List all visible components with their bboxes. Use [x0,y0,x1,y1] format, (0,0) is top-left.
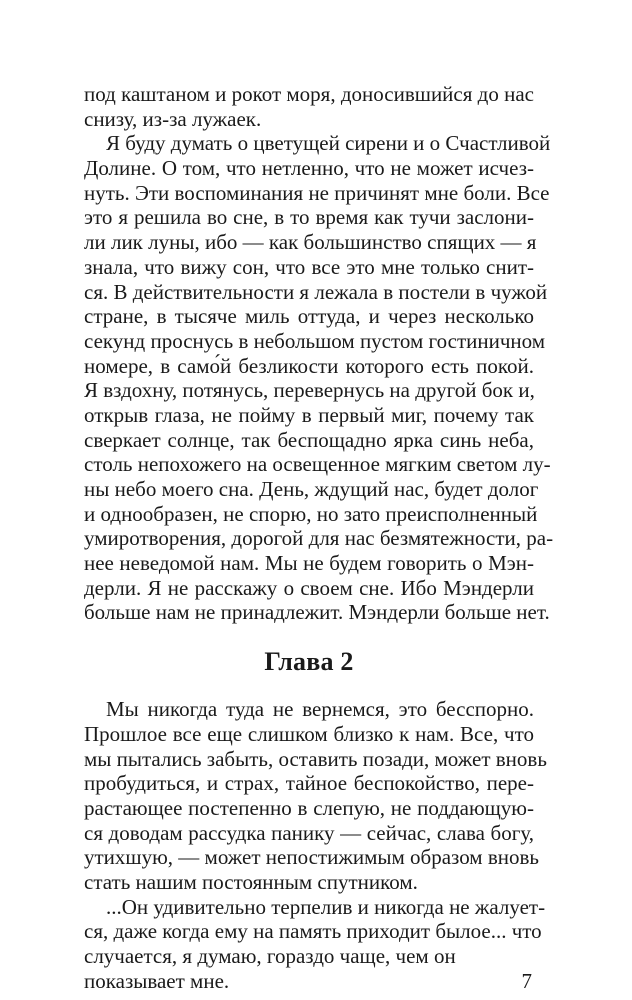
text-line: снизу, из-за лужаек. [84,106,262,131]
text-line: ся доводам рассудка панику — сейчас, слава богу, [84,820,534,845]
text-line: ся, даже когда ему на память приходит былое... что [84,919,542,944]
text-line: ся. В действительности я лежала в постели в чужой [84,279,548,304]
text-line: ны небо моего сна. День, ждущий нас, будет долог [84,477,539,501]
text-line: столь непохожего на освещенное мягким светом лу- [84,452,551,477]
page-number: 7 [521,968,532,993]
text-line: нуть. Эти воспоминания не причинят мне боли. Все [84,180,550,205]
text-line: мы пытались забыть, оставить позади, может вновь [84,746,547,771]
text-line: дерли. Я не расскажу о своем сне. Ибо Мэндерли [84,575,534,600]
text-line: Прошлое все еще слишком близко к нам. Все, что [84,721,534,746]
final-line-row [84,969,534,994]
text-line: сверкает солнце, так беспощадно ярка синь неба, [84,427,534,452]
text-line: Я вздохну, потянусь, перевернусь на другой бок и, [84,378,535,403]
text-line: больше нам не принадлежит. Мэндерли больше нет. [84,600,550,625]
text-line: номере, в само́й безликости которого есть покой. [84,353,534,378]
text-line: ...Он удивительно терпелив и никогда не жалует- [106,894,546,919]
text-line: это я решила во сне, в то время как тучи заслони- [84,205,534,230]
text-line: утихшую, — может непостижимым образом вновь [84,845,539,870]
text-line: стать нашим постоянным спутником. [84,869,418,894]
text-line: показывает мне. [84,968,230,993]
paragraph [84,131,554,625]
text-line: секунд проснусь в небольшом пустом гостиничном [84,328,546,353]
text-line: случается, я думаю, гораздо чаще, чем он [84,944,456,968]
text-line: под каштаном и рокот моря, доносившийся до нас [84,82,534,106]
text-line: Долине. О том, что нетленно, что не может исчез- [84,156,534,181]
book-page [84,82,554,993]
text-line: пробудиться, и страх, тайное беспокойство, пере- [84,771,534,796]
text-line: нее неведомой нам. Мы не будем говорить о Мэн- [84,551,534,576]
text-line: растающее постепенно в слепую, не поддающую- [84,795,534,820]
text-line: знала, что вижу сон, что все это мне только снит- [84,254,534,279]
text-line: ли лик луны, ибо — как большинство спящих — я [84,230,537,255]
paragraph [84,894,546,994]
paragraph [84,697,547,895]
text-line: Мы никогда туда не вернемся, это бесспорно. [106,697,534,722]
text-line: открыв глаза, не пойму в первый миг, почему так [84,402,534,427]
text-line: стране, в тысяче миль оттуда, и через несколько [84,304,534,329]
chapter-title: Глава 2 [264,647,354,677]
text-line: умиротворения, дорогой для нас безмятежности, ра- [84,526,554,551]
text-line: и однообразен, не спорю, но зато преисполненный [84,501,538,526]
text-line: Я буду думать о цветущей сирени и о Счастливой [106,131,551,156]
paragraph [84,82,534,131]
